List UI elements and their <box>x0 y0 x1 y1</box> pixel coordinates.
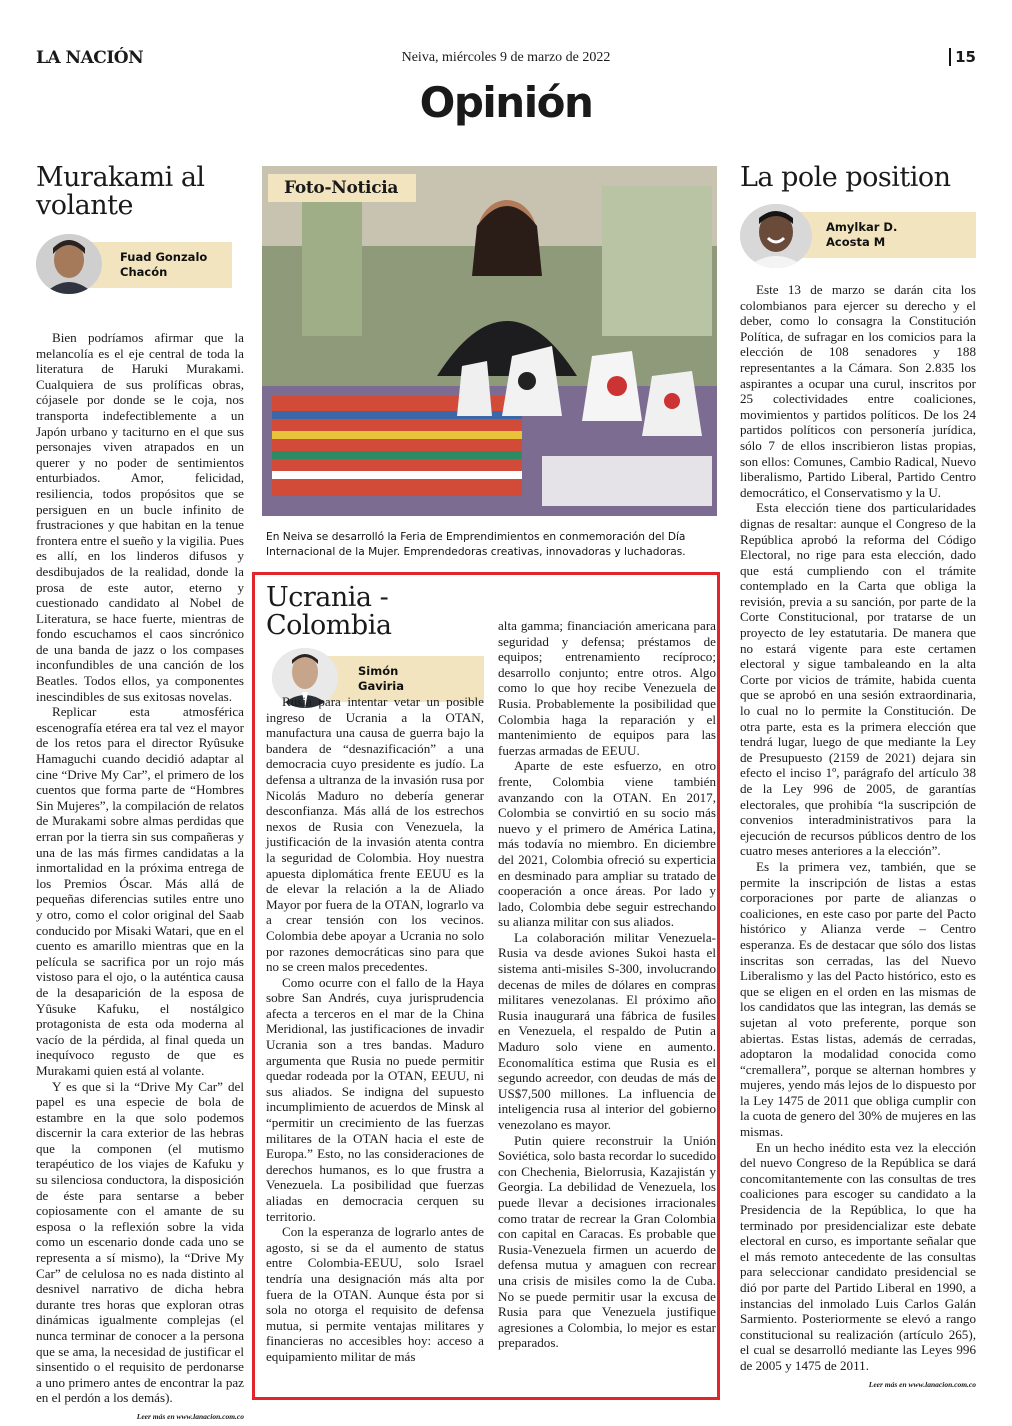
photo-caption: En Neiva se desarrolló la Feria de Emprendimientos en conmemoración del Día Internacional de la Mujer. Emprendedoras creativas, innovadoras y luchadoras. <box>266 531 686 558</box>
author-byline <box>740 204 976 260</box>
section-title: Opinión <box>419 78 593 127</box>
article-headline: La pole position <box>740 162 951 193</box>
article-body-col1 <box>266 694 484 1365</box>
fair-photo-icon <box>262 166 717 516</box>
article-body-col2 <box>498 618 716 1351</box>
right-article <box>740 164 976 1389</box>
author-portrait-icon <box>36 234 102 294</box>
page-number: 15 <box>949 48 976 66</box>
paragraph: Como ocurre con el fallo de la Haya sobre San Andrés, cuya jurisprudencia afecta a terceros en el mar de la China Meridional, las justificaciones de invadir Ucrania son a tres bandas. Maduro argumenta que Rusia no puede permitir quedar rodeada por la OTAN, EEUU, ni sus aliados. Se indigna del supuesto incumplimiento de acuerdos de Minsk al “permitir un crecimiento de las fuerzas militares de la OTAN hacia el este de Europa.” Esto, no las consideraciones de derechos humanos, es lo que frustra a Venezuela. La posibilidad que fuerzas aliadas en democracia cerquen su territorio. <box>266 974 484 1224</box>
paragraph: Y es que si la “Drive My Car” del papel es una especie de bola de estambre en la que solo podemos discernir la cara exterior de las hebras que la componen (el mutismo terapéutico de los viajes de Kafuku y su silenciosa conductora, la disposición de éste para sentarse a beber copiosamente con el amante de su esposa o la reflexión sobre la vida como un escenario donde cada uno se representa a sí mismo), la “Drive My Car” de celulosa no es nada distinto al desnivel narrativo de dicha hebra durante tres horas que exploran otras dinámicas igualmente complejas (el nunca terminar de conocer a la persona que se ama, la necesidad de justificar el sinsentido o el requisito de perdonarse a uno primero antes de encontrar la paz en el perdón a los demás). <box>36 1078 244 1406</box>
author-name: Amylkar D. Acosta M <box>826 220 898 249</box>
photo-news-tag: Foto-Noticia <box>268 174 416 202</box>
author-byline <box>36 234 232 290</box>
article-body <box>36 330 244 1406</box>
newspaper-logo: LA NACIÓN <box>36 48 144 68</box>
paragraph: Es la primera vez, también, que se permite la inscripción de listas a estas corporaciones por parte de alianzas o coaliciones, en este caso por parte del Pacto histórico y Alianza verde – Centro esperanza. Es de destacar que sólo dos listas inscritas son cerradas, las del Nuevo Liberalismo y las del Pacto histórico, esto es que se eligen en el orden en las mismas de los candidatos que las integran, las demás se sujetan al voto preferente, porque son abiertas. Estas listas, además de cerradas, adoptaron la modalidad conocida como “cremallera”, porque se alternan hombres y mujeres, yendo más lejos de lo dispuesto por la Ley 1475 de 2011 que obliga cumplir con la cuota de genero del 30% de mujeres en las mismas. <box>740 858 976 1140</box>
paragraph: La colaboración militar Venezuela-Rusia va desde aviones Sukoi hasta el sistema anti-misiles S-300, involucrando decenas de miles de dólares en compras militares venezolanas. El próximo año Rusia inaugurará una fábrica de fusiles en Venezuela, el respaldo de Putin a Maduro solo viene en aumento. Economalítica estima que Rusia es el segundo acreedor, con deudas de más de US$7,500 millones. La influencia de inteligencia rusa al interior del gobierno venezolano es mayor. <box>498 929 716 1132</box>
paragraph: Bien podríamos afirmar que la melancolía es el eje central de toda la literatura de Haruki Murakami. Cualquiera de sus prolíficas obras, cójasele por donde se le coja, nos transporta indefectiblemente a un Japón urbano y taciturno en el que sus personajes viven atrapados en un querer y no poder de sentimientos enturbiados. Amor, felicidad, resiliencia, todos propósitos que se persiguen en un bucle infinito de frustraciones y que habitan en la tenue frontera entre el sueño y la vigilia. Pues es allí, en los linderos difusos y desdibujados de la realidad, donde la prosa de este autor, eterno y cuestionado candidato al Nobel de Literatura, se hace fuerte, mientras de fondo escuchamos el caos sincrónico de una banda de jazz o los compases inconfundibles de una canción de los Beatles. Todos ellos, ya componentes inescindibles de sus exitosas novelas. <box>36 330 244 704</box>
read-more-link[interactable]: Leer más en www.lanacion.com.co <box>136 1411 244 1421</box>
dateline: Neiva, miércoles 9 de marzo de 2022 <box>401 50 611 65</box>
paragraph: Putin quiere reconstruir la Unión Soviética, solo basta recordar lo sucedido con Chechenia, Bielorrusia, Kazajistán y Georgia. La debilidad de Venezuela, los puede llevar a decisiones irracionales como tratar de recrear la Gran Colombia con capital en Caracas. Es probable que Rusia-Venezuela firmen un acuerdo de defensa mutua y amaguen con recrear una crisis de misiles como la de Cuba. No se puede permitir usar la excusa de Rusia para que Venezuela justifique agresiones a Colombia, lo mejor es estar preparados. <box>498 1132 716 1351</box>
paragraph: Aparte de este esfuerzo, en otro frente, Colombia viene también avanzando con la OTAN. En 2017, Colombia se convirtió en su socio más nuevo y el primero de América Latina, más todavía no miembro. En diciembre del 2021, Colombia ofreció su experticia en desminado para ampliar su tratado de cooperación a once áreas. Por lado y lado, Colombia debe seguir estrechando su alianza militar con sus aliados. <box>498 758 716 930</box>
left-article <box>36 164 244 1421</box>
author-name: Simón Gaviria <box>358 664 405 693</box>
article-headline: Murakami al volante <box>36 162 205 221</box>
center-article <box>266 582 716 1364</box>
paragraph: Este 13 de marzo se darán cita los colombianos para ejercer su derecho y el deber, como lo consagra la Constitución Política, de sufragar en los comicios para la elección de 108 senadores y 188 representantes a la Cámara. Son 2.835 los aspirantes a ocupar una curul, inscritos por 25 colectividades entre coaliciones, movimientos y partidos políticos. De los 24 partidos políticos con personería jurídica, sólo 7 de ellos inscribieron listas propias, son ellos: Comunes, Cambio Radical, Nuevo liberalismo, Partido Liberal, Partido Centro democrático, el Conservatismo y la U. <box>740 282 976 500</box>
author-name: Fuad Gonzalo Chacón <box>120 250 208 279</box>
photo-news-image <box>262 166 717 516</box>
paragraph: En un hecho inédito esta vez la elección del nuevo Congreso de la República se dará concomitantemente con las consultas de tres coaliciones para escoger su candidato a la Presidencia de la República, lo que ha terminado por presidencializar este debate electoral en curso, es importante señalar que el más remoto antecedente de las consultas para seleccionar candidato presidencial se dió por parte del Partido Liberal en 1990, a instancias del inmolado Luis Carlos Galán Sarmiento. Posteriormente se elevó a rango constitucional su realización (artículo 265), el cual se desarrolló mediante las Leyes 996 de 2005 y 1475 de 2011. <box>740 1139 976 1373</box>
paragraph: Esta elección tiene dos particularidades dignas de resaltar: aunque el Congreso de la República aprobó la reforma del Código Electoral, no rige para esta elección, dado que está cumpliendo con el trámite contemplado en la Carta que obliga la revisión, previa a su sanción, por parte de la Corte Constitucional, por tratarse de un proyecto de ley estatutaria. De manera que no estará vigente para este certamen electoral y sigue tambaleando en la alta Corte por vicios de trámite, habida cuenta que se aprobó en una sesión extraordinaria, lo cual no lo permite la Constitución. De otra parte, esta es la primera elección que tendrá lugar, luego de que mediante la Ley de Presupuesto (2159 de 2021) dejara sin efecto el inciso 1º, parágrafo del artículo 38 de la Ley 996 de 2005, de garantías electorales, que prohibía “la suscripción de convenios interadministrativos para la ejecución de recursos públicos dentro de los cuatro meses anteriores a la elección”. <box>740 500 976 859</box>
paragraph: alta gamma; financiación americana para seguridad y defensa; préstamos de equipos; entrenamiento recíproco; desarrollo conjunto; entre otros. Algo como lo que hoy recibe Venezuela de Rusia. Probablemente la posibilidad que Colombia haga la reparación y el mantenimiento de equipos para las fuerzas armadas de EEUU. <box>498 618 716 758</box>
author-photo <box>740 204 812 268</box>
paragraph: Con la esperanza de lograrlo antes de agosto, si se da el aumento de status entre Colombia-EEUU, solo Israel tendría una designación más alta por fuera de la OTAN. Aunque ésta por si sola no otorga el requisito de defensa mutua, si permite ventajas militares y financieras no accesibles hoy: acceso a equipamiento militar de más <box>266 1224 484 1364</box>
article-body <box>740 282 976 1374</box>
article-headline: Ucrania - Colombia <box>266 582 392 641</box>
paragraph: Rusia para intentar vetar un posible ingreso de Ucrania a la OTAN, manufactura una causa de guerra bajo la bandera de “desnazificación” a una democracia cuyo presidente es judío. La defensa a ultranza de la invasión rusa por Nicolás Maduro no debería generar desconfianza. Más allá de los estrechos nexos de Rusia con Venezuela, la justificación de la invasión atenta contra la seguridad de Colombia. Hoy nuestra apuesta diplomática frente EEUU es la de elevar la relación a la de Aliado Mayor por fuera de la OTAN, lograrlo va a crear tensión con los vecinos. Colombia debe apoyar a Ucrania no solo por razones democráticas sino para que no se creen malos precedentes. <box>266 694 484 975</box>
masthead <box>36 46 976 70</box>
author-portrait-icon <box>740 204 812 268</box>
author-photo <box>36 234 102 294</box>
paragraph: Replicar esta atmosférica escenografía etérea era tal vez el mayor de los retos para el director Ryûsuke Hamaguchi cuando decidió adaptar al cine “Drive My Car”, el primero de los cuentos que forma parte de “Hombres Sin Mujeres”, la compilación de relatos de Murakami sobre almas perdidas que erran por la tierra sin sus compañeras y una de las más firmes candidatas a la inmortalidad en la próxima entrega de los Premios Óscar. Más allá de pequeñas diferencias sutiles entre uno y otro, como el color original del Saab conducido por Misaki Watari, que en el cuento es amarillo mientras que en la película se sacrifica por un rojo más vistoso para el ojo, o la auténtica causa de la desaparición de la esposa de Yûsuke Kafuku, el nostálgico protagonista de esta oda moderna al vacío de la pérdida, al final queda un inequívoco regusto de que es Murakami quien está al volante. <box>36 704 244 1078</box>
read-more-link[interactable]: Leer más en www.lanacion.com.co <box>868 1379 976 1389</box>
